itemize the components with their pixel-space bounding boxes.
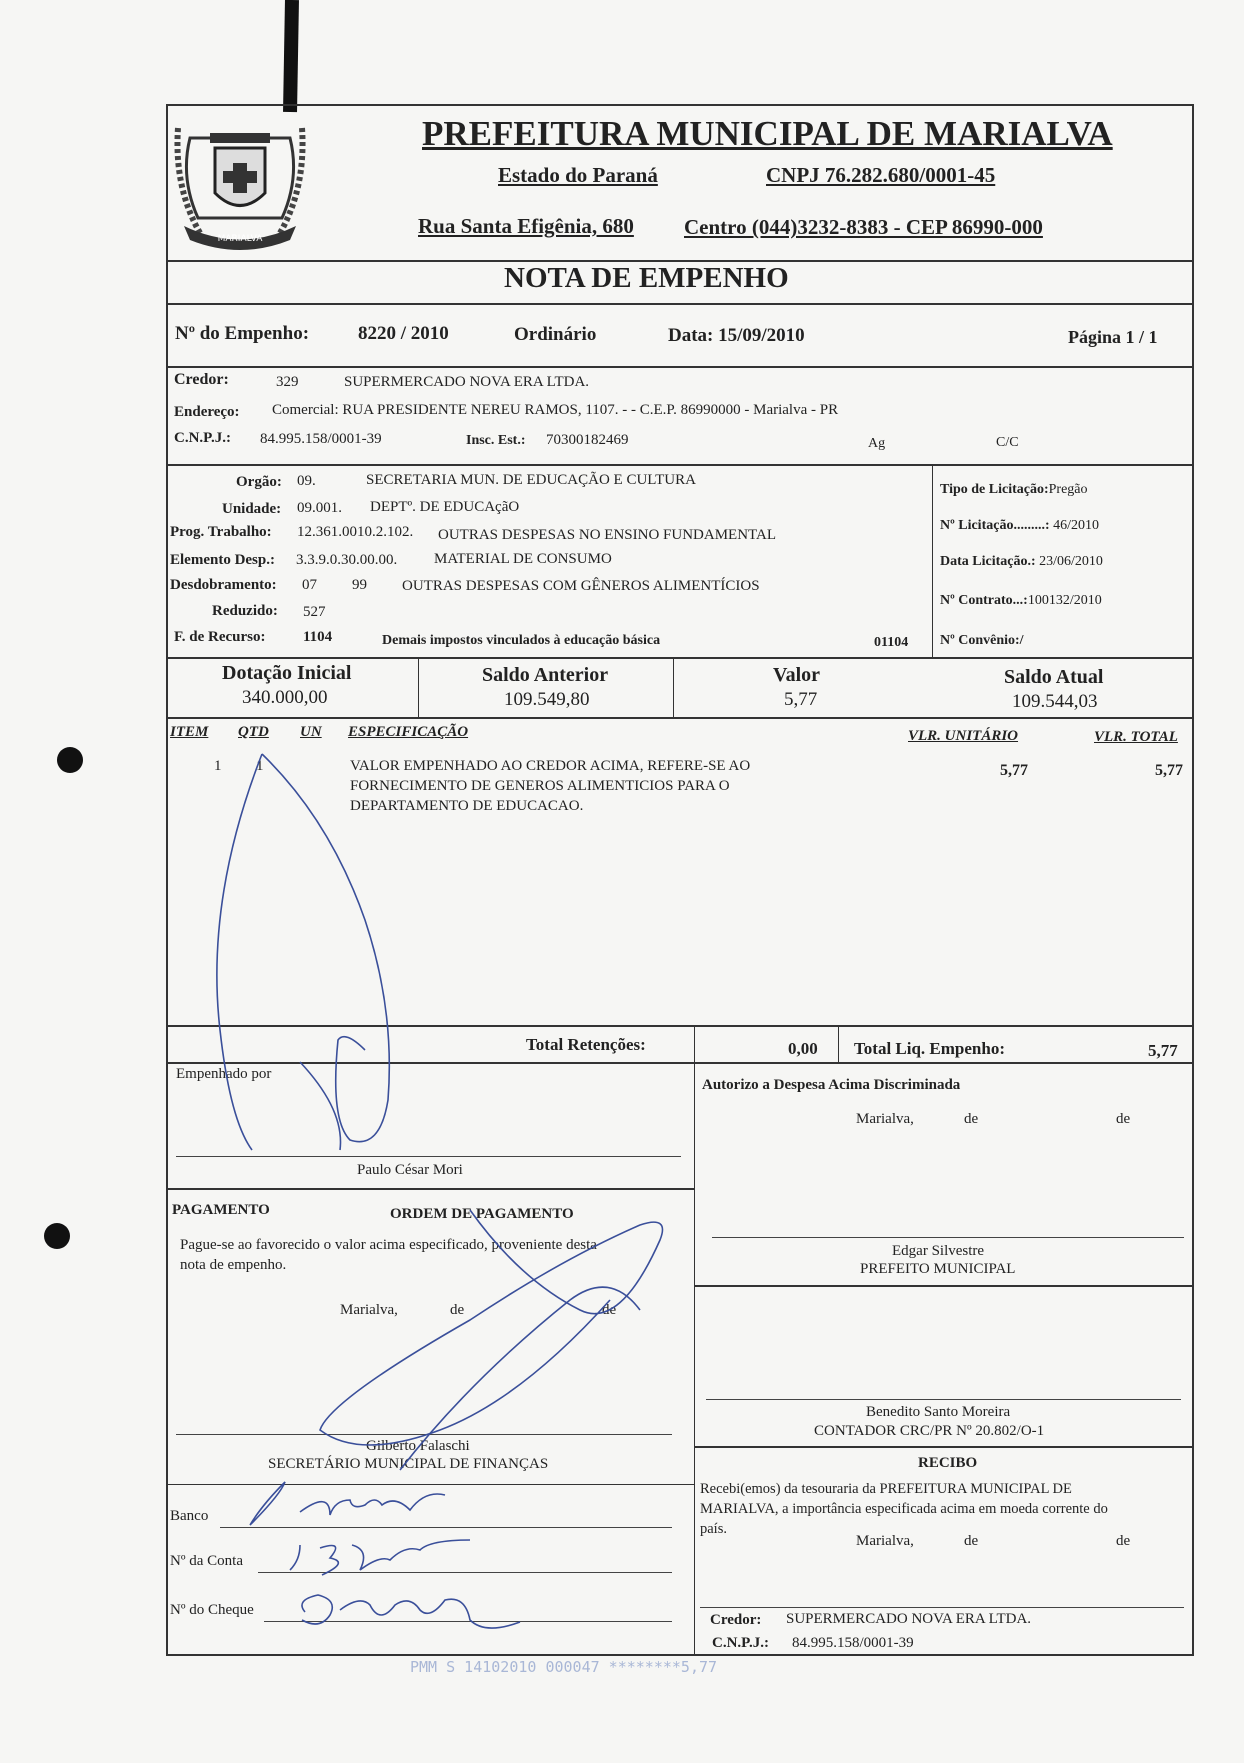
credor-label: Credor: xyxy=(174,371,229,388)
desdobramento-code: 07 xyxy=(302,577,317,593)
total-liquido-value: 5,77 xyxy=(1148,1041,1178,1060)
binding-mark xyxy=(283,0,299,112)
orgao-label: Orgão: xyxy=(236,474,282,490)
page-number: Página 1 / 1 xyxy=(1068,327,1158,347)
saldo-atual-value: 109.544,03 xyxy=(1012,691,1098,712)
recibo-cnpj-label: C.N.P.J.: xyxy=(712,1635,769,1651)
ag-label: Ag xyxy=(868,436,886,451)
col-item: ITEM xyxy=(170,724,209,740)
desdobramento-name: OUTRAS DESPESAS COM GÊNEROS ALIMENTÍCIOS xyxy=(402,578,760,594)
prog-code: 12.361.0010.2.102. xyxy=(297,524,414,540)
credor-code: 329 xyxy=(276,374,299,390)
total-liquido-label: Total Liq. Empenho: xyxy=(854,1039,1005,1058)
item-desc-line2: FORNECIMENTO DE GENEROS ALIMENTICIOS PARA O xyxy=(350,778,730,794)
pagamento-de2: de xyxy=(602,1302,617,1318)
processing-stamp: PMM S 14102010 000047 ********5,77 xyxy=(410,1658,718,1676)
credor-name: SUPERMERCADO NOVA ERA LTDA. xyxy=(344,374,590,390)
credor-address: Comercial: RUA PRESIDENTE NEREU RAMOS, 1107. - - C.E.P. 86990000 - Marialva - PR xyxy=(272,402,839,418)
licitacao-tipo-value: Pregão xyxy=(1048,482,1088,497)
autorizo-label: Autorizo a Despesa Acima Discriminada xyxy=(702,1077,961,1093)
col-un: UN xyxy=(300,724,322,740)
contador-role: CONTADOR CRC/PR Nº 20.802/O-1 xyxy=(814,1423,1045,1439)
reduzido-value: 527 xyxy=(303,604,326,620)
recurso-code2: 01104 xyxy=(874,635,909,650)
contador-name: Benedito Santo Moreira xyxy=(866,1404,1011,1420)
page-title: PREFEITURA MUNICIPAL DE MARIALVA xyxy=(422,114,1113,153)
recurso-label: F. de Recurso: xyxy=(174,629,266,645)
saldo-anterior-value: 109.549,80 xyxy=(504,689,590,710)
pagamento-text-line1: Pague-se ao favorecido o valor acima especificado, proveniente desta xyxy=(180,1237,597,1253)
recibo-place: Marialva, xyxy=(856,1533,914,1549)
autorizo-place: Marialva, xyxy=(856,1111,914,1127)
item-total-value: 5,77 xyxy=(1155,762,1183,779)
empenho-number: 8220 / 2010 xyxy=(358,323,449,344)
recibo-credor-name: SUPERMERCADO NOVA ERA LTDA. xyxy=(786,1611,1032,1627)
autorizo-de2: de xyxy=(1116,1111,1131,1127)
unidade-name: DEPTº. DE EDUCAçãO xyxy=(370,499,520,515)
crest-icon xyxy=(170,108,310,254)
recibo-text-line2: MARIALVA, a importância especificada acima em moeda corrente do xyxy=(700,1501,1108,1517)
autorizo-de1: de xyxy=(964,1111,979,1127)
cnpj-text: CNPJ 76.282.680/0001-45 xyxy=(766,163,996,187)
prefeito-role: PREFEITO MUNICIPAL xyxy=(860,1261,1016,1277)
banco-label: Banco xyxy=(170,1508,209,1524)
empenho-label: Nº do Empenho: xyxy=(175,323,310,344)
recibo-de1: de xyxy=(964,1533,979,1549)
pagamento-label: PAGAMENTO xyxy=(172,1202,270,1218)
address-text: Rua Santa Efigênia, 680 xyxy=(418,214,634,238)
col-especificacao: ESPECIFICAÇÃO xyxy=(348,724,469,740)
orgao-code: 09. xyxy=(297,473,316,489)
item-number: 1 xyxy=(214,758,222,774)
convenio-label: Nº Convênio:/ xyxy=(940,633,1024,648)
cc-label: C/C xyxy=(996,435,1019,450)
secretario-role: SECRETÁRIO MUNICIPAL DE FINANÇAS xyxy=(268,1456,549,1472)
ordem-pagamento-label: ORDEM DE PAGAMENTO xyxy=(390,1206,574,1222)
recurso-code: 1104 xyxy=(303,629,333,645)
col-qtd: QTD xyxy=(238,724,269,740)
secretario-name: Gilberto Falaschi xyxy=(366,1438,470,1454)
item-qtd: 1 xyxy=(256,758,264,774)
recibo-de2: de xyxy=(1116,1533,1131,1549)
contrato-label: Nº Contrato...:100132/2010 xyxy=(940,593,1102,608)
licitacao-data-value: 23/06/2010 xyxy=(1039,554,1103,569)
desdobramento-code2: 99 xyxy=(352,577,367,593)
total-retencoes-label: Total Retenções: xyxy=(526,1035,646,1054)
licitacao-num-value: 46/2010 xyxy=(1053,518,1099,533)
col-vlr-total: VLR. TOTAL xyxy=(1094,729,1178,745)
prefeito-name: Edgar Silvestre xyxy=(892,1243,985,1259)
pagamento-de1: de xyxy=(450,1302,465,1318)
punch-hole xyxy=(57,747,83,773)
valor-label: Valor xyxy=(773,664,821,686)
pagamento-place: Marialva, xyxy=(340,1302,398,1318)
recibo-credor-label: Credor: xyxy=(710,1612,762,1628)
conta-label: Nº da Conta xyxy=(170,1553,243,1569)
dotacao-value: 340.000,00 xyxy=(242,687,328,708)
valor-value: 5,77 xyxy=(784,689,818,710)
orgao-name: SECRETARIA MUN. DE EDUCAÇÃO E CULTURA xyxy=(366,472,696,488)
elemento-code: 3.3.9.0.30.00.00. xyxy=(296,552,398,568)
elemento-name: MATERIAL DE CONSUMO xyxy=(434,551,612,567)
unidade-label: Unidade: xyxy=(222,501,282,517)
empenho-date: Data: 15/09/2010 xyxy=(668,325,805,346)
svg-text:MARIALVA: MARIALVA xyxy=(217,234,263,244)
elemento-label: Elemento Desp.: xyxy=(170,552,275,568)
item-desc-line1: VALOR EMPENHADO AO CREDOR ACIMA, REFERE-SE AO xyxy=(350,758,751,774)
dotacao-label: Dotação Inicial xyxy=(222,662,352,684)
insc-label: Insc. Est.: xyxy=(466,433,526,448)
address-label: Endereço: xyxy=(174,404,240,420)
reduzido-label: Reduzido: xyxy=(212,603,278,619)
recibo-cnpj-value: 84.995.158/0001-39 xyxy=(792,1635,914,1651)
prog-label: Prog. Trabalho: xyxy=(170,524,272,540)
punch-hole xyxy=(44,1223,70,1249)
licitacao-data-label: Data Licitação.: 23/06/2010 xyxy=(940,554,1103,569)
recibo-text-line1: Recebi(emos) da tesouraria da PREFEITURA MUNICIPAL DE xyxy=(700,1481,1072,1497)
empenho-type: Ordinário xyxy=(514,324,597,345)
item-desc-line3: DEPARTAMENTO DE EDUCACAO. xyxy=(350,798,584,814)
total-retencoes-value: 0,00 xyxy=(788,1039,818,1058)
item-unit-value: 5,77 xyxy=(1000,762,1028,779)
state-name: Estado do Paraná xyxy=(498,163,658,187)
col-vlr-unitario: VLR. UNITÁRIO xyxy=(908,728,1019,744)
saldo-atual-label: Saldo Atual xyxy=(1004,666,1104,688)
contrato-value: 100132/2010 xyxy=(1027,593,1102,608)
licitacao-num-label: Nº Licitação.........: 46/2010 xyxy=(940,518,1099,533)
credor-cnpj: 84.995.158/0001-39 xyxy=(260,431,382,447)
unidade-code: 09.001. xyxy=(297,500,342,516)
recibo-label: RECIBO xyxy=(918,1455,978,1471)
pagamento-text-line2: nota de empenho. xyxy=(180,1257,287,1273)
address-contact: Centro (044)3232-8383 - CEP 86990-000 xyxy=(684,215,1043,239)
saldo-anterior-label: Saldo Anterior xyxy=(482,664,609,686)
cnpj-label: C.N.P.J.: xyxy=(174,430,231,446)
empenhado-label: Empenhado por xyxy=(176,1066,272,1082)
desdobramento-label: Desdobramento: xyxy=(170,577,277,593)
insc-value: 70300182469 xyxy=(546,432,629,448)
document-title: NOTA DE EMPENHO xyxy=(504,262,789,294)
prog-name: OUTRAS DESPESAS NO ENSINO FUNDAMENTAL xyxy=(438,527,776,543)
licitacao-tipo-label: Tipo de Licitação:Pregão xyxy=(940,482,1088,497)
cheque-label: Nº do Cheque xyxy=(170,1602,254,1618)
recibo-text-line3: país. xyxy=(700,1521,727,1537)
empenhado-name: Paulo César Mori xyxy=(357,1162,463,1178)
recurso-name: Demais impostos vinculados à educação básica xyxy=(382,633,661,648)
